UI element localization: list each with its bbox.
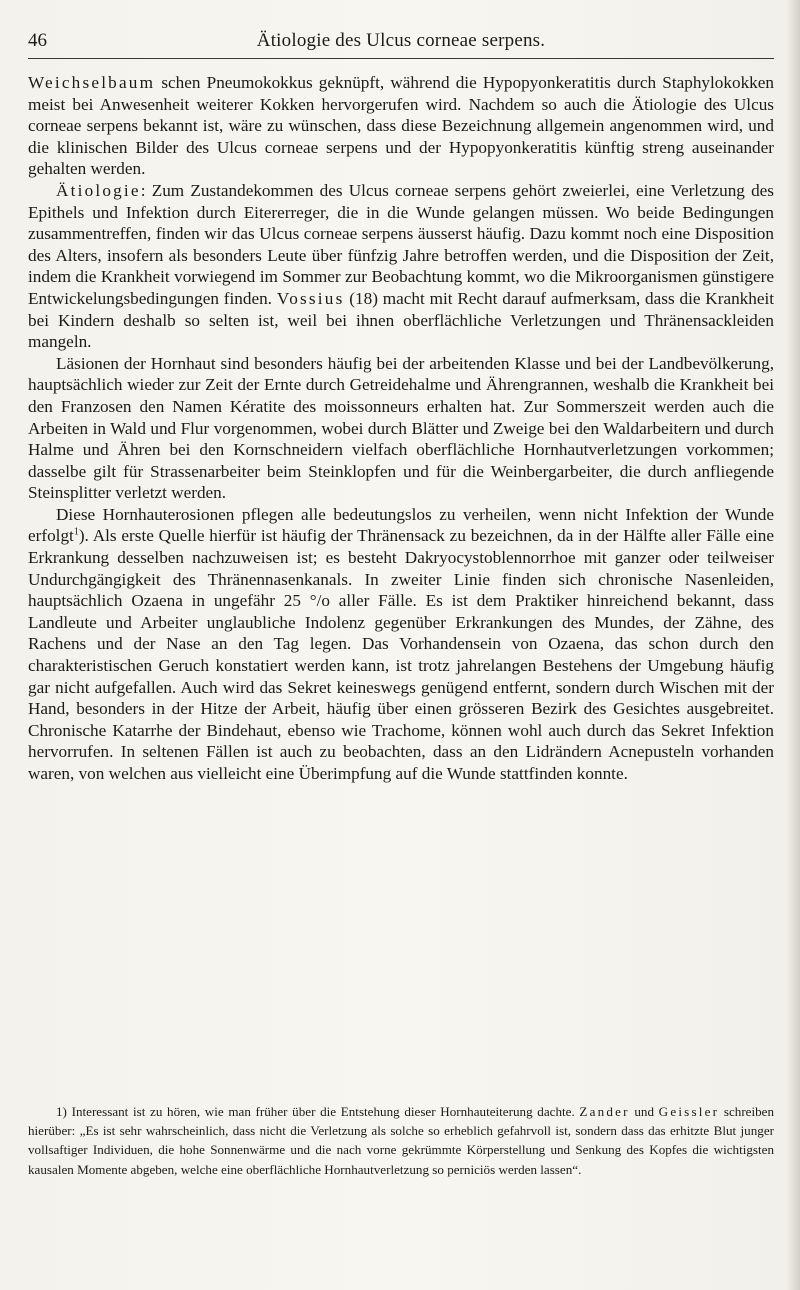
page-edge-shadow (786, 0, 800, 1290)
header-rule (28, 58, 774, 59)
paragraph-2-text: : Zum Zustandekommen des Ulcus corneae serpens gehört zweierlei, eine Verletzung des Epithels und Infektion durch Eitererreger, die in die Wunde gelangen müssen. Wo beide Bedingungen zusammentreffen, finden wir das Ulcus corneae serpens äusserst häufig. Dazu kommt noch eine Disposition des Alters, insofern als besonders Leute über fünfzig Jahre betroffen werden, und die Disposition der Zeit, indem die Krankheit vorwiegend im Sommer zur Beobachtung kommt, wo die Mikroorganismen günstigere Entwickelungsbedingungen finden. (28, 180, 774, 308)
footnote-text-cont: schreiben hierüber: „Es ist sehr wahrscheinlich, dass nicht die Verletzung als solche so erheblich gefahrvoll ist, sondern dass das erhitzte Blut junger vollsaftiger Individuen, die hohe Sonnenwärme und die nach vorne gekrümmte Körperstellung und Senkung des Kopfes die wichtigsten kausalen Momente abgeben, welche eine oberflächliche Hornhautverletzung so perniciös werden lassen“. (28, 1104, 775, 1177)
paragraph-2-text-cont: (18) macht mit Recht darauf aufmerksam, dass die Krankheit bei Kindern deshalb so selten ist, weil bei ihnen oberflächliche Verletzungen und Thränensackleiden mangeln. (28, 288, 775, 352)
paragraph-4-text-cont: ). Als erste Quelle hierfür ist häufig der Thränensack zu bezeichnen, da in der Hälfte aller Fälle eine Erkrankung desselben nachzuweisen ist; es besteht Dakryocystoblennorrhoe mit ganzer oder teilweiser Undurchgängigkeit des Thränennasenkanals. In zweiter Linie finden sich chronische Nasenleiden, hauptsächlich Ozaena in ungefähr 25 °/o aller Fälle. Es ist dem Praktiker hinreichend bekannt, dass Landleute und Arbeiter unglaubliche Indolenz gegenüber Erkrankungen des Mundes, der Zähne, des Rachens und der Nase an den Tag legen. Das Vorhandensein von Ozaena, das schon durch den charakteristischen Geruch konstatiert werden kann, ist trotz jahrelangen Bestehens der Umgebung häufig gar nicht aufgefallen. Auch wird das Sekret keineswegs genügend entfernt, sondern durch Wischen mit der Hand, besonders in der Hitze der Arbeit, häufig über einen grösseren Bezirk des Gesichtes ausgebreitet. Chronische Katarrhe der Bindehaut, ebenso wie Trachome, können wohl auch durch das Sekret Infektion hervorrufen. In seltenen Fällen ist auch zu beobachten, dass an den Lidrändern Acnepusteln vorhanden waren, von welchen aus vielleicht eine Überimpfung auf die Wunde stattfinden konnte. (28, 526, 774, 783)
footnote-connector: und (634, 1104, 654, 1119)
page-header (28, 30, 774, 54)
footnote-marker: 1) (56, 1104, 67, 1119)
page-number: 46 (28, 30, 47, 51)
footnote-area (28, 1102, 774, 1179)
footnote-1 (28, 1102, 774, 1179)
paragraph-2 (28, 180, 774, 353)
paragraph-3-text: Läsionen der Hornhaut sind besonders häufig bei der arbeitenden Klasse und bei der Landbevölkerung, hauptsächlich wieder zur Zeit der Ernte durch Getreidehalme und Ährengrannen, weshalb die Krankheit bei den Franzosen den Namen Kératite des moissonneurs erhalten hat. Zur Sommerszeit werden auch die Arbeiten in Wald und Flur vorgenommen, wobei durch Blätter und Zweige bei den Waldarbeitern und durch Halme und Ähren bei den Kornschneidern vielfach oberflächliche Hornhautverletzungen vorkommen; dasselbe gilt für Strassenarbeiter beim Steinklopfen und für die Weinbergarbeiter, die durch anfliegende Steinsplitter verletzt werden. (28, 353, 774, 503)
paragraph-1 (28, 72, 774, 180)
paragraph-1-text: schen Pneumokokkus geknüpft, während die Hypopyonkeratitis durch Staphylokokken meist bei Anwesenheit weiterer Kokken hervorgerufen wird. Nachdem so auch die Ätiologie des Ulcus corneae serpens bekannt ist, wäre zu wünschen, dass diese Bezeichnung allgemein angenommen wird, und die klinischen Bilder des Ulcus corneae serpens und der Hypopyonkeratitis künftig streng auseinander gehalten werden. (28, 73, 774, 179)
paragraph-4 (28, 504, 774, 785)
author-name-zander: Zander (579, 1104, 630, 1119)
footnote-reference[interactable]: 1 (73, 526, 79, 538)
section-label-aetiologie: Ätiologie (56, 180, 141, 200)
author-name-vossius: Vossius (276, 288, 345, 308)
body-text (28, 72, 774, 785)
author-name-weichselbaum: Weichselbaum (28, 73, 156, 92)
running-title: Ätiologie des Ulcus corneae serpens. (256, 30, 546, 51)
footnote-text: Interessant ist zu hören, wie man früher über die Entstehung dieser Hornhauteiterung dachte. (71, 1104, 575, 1119)
paragraph-3 (28, 353, 774, 504)
author-name-geissler: Geissler (658, 1104, 720, 1119)
paragraph-4-text: Diese Hornhauterosionen pflegen alle bedeutungslos zu verheilen, wenn nicht Infektion der Wunde erfolgt (28, 504, 774, 546)
